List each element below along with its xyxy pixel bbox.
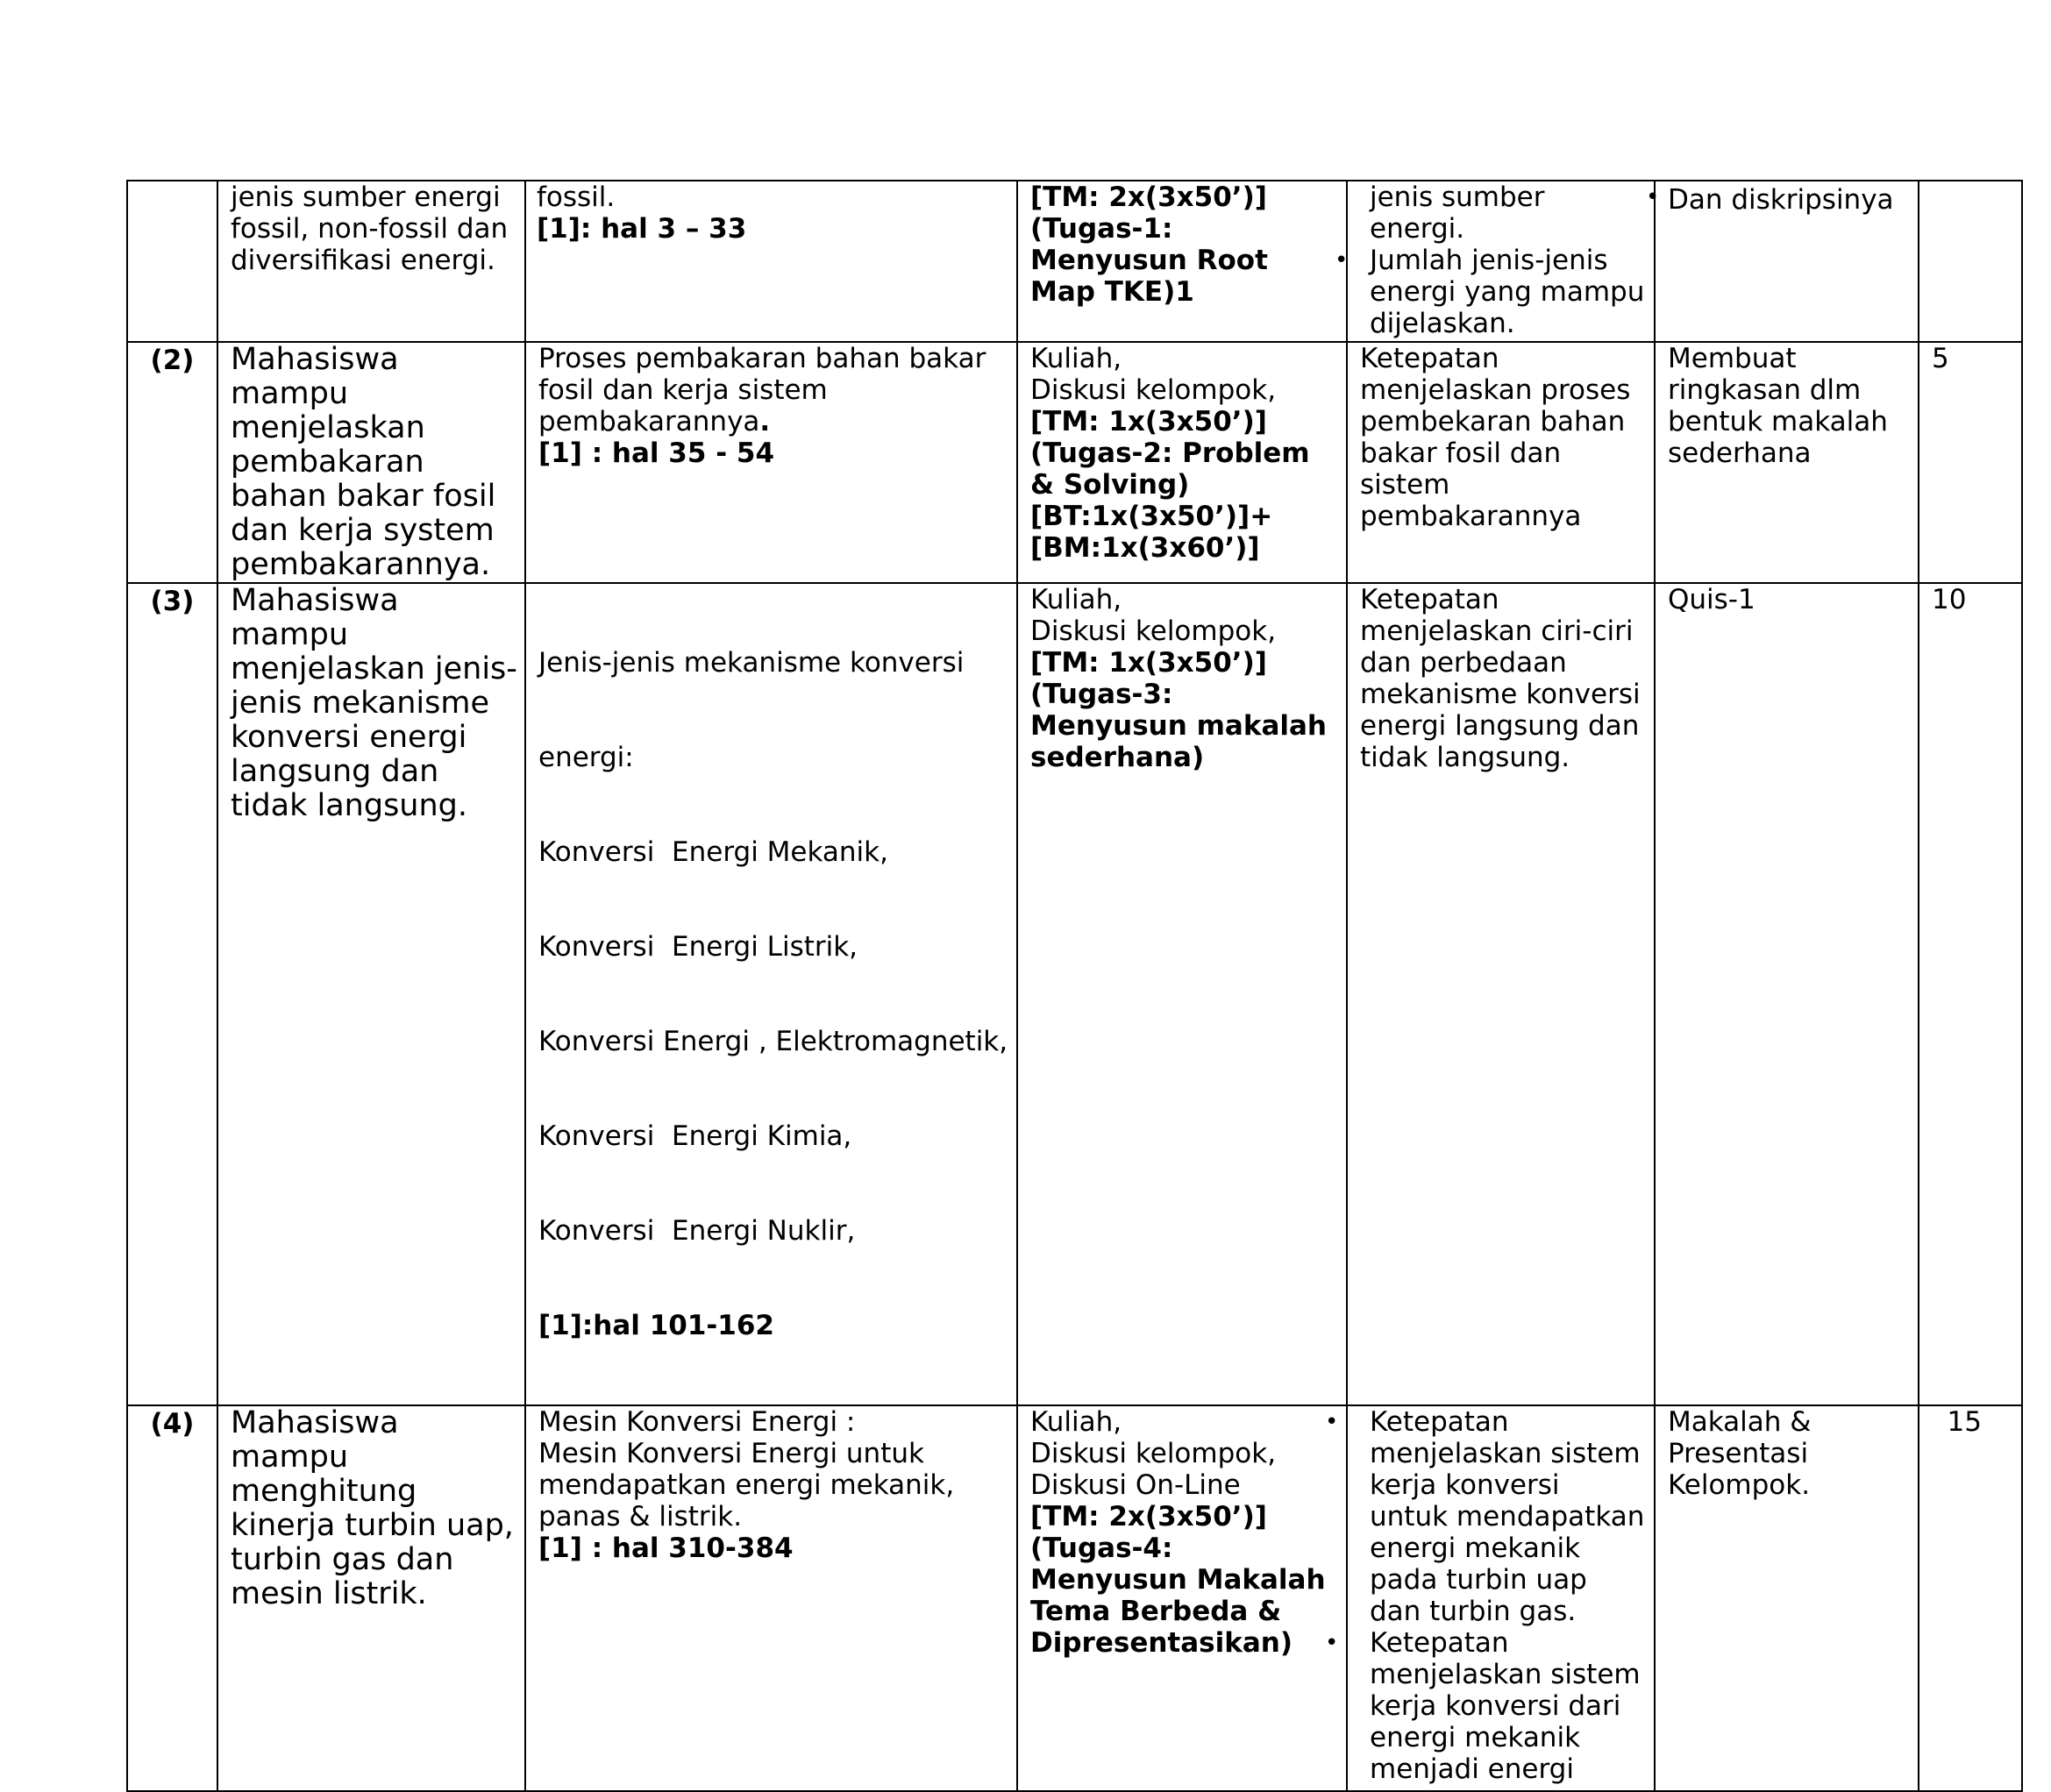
indikator-line: mekanisme konversi xyxy=(1360,679,1641,710)
kriteria-line: Makalah & xyxy=(1668,1406,1812,1438)
indikator-cell xyxy=(1325,1405,1655,1791)
kemampuan-line: fossil, non-fossil dan xyxy=(231,213,509,245)
bobot-cell xyxy=(1919,342,2022,583)
materi-cell xyxy=(525,583,1017,1405)
materi-cell xyxy=(525,181,1017,342)
indikator-line: dijelaskan. xyxy=(1370,308,1515,339)
materi-line: Jenis-jenis mekanisme konversi xyxy=(538,647,965,679)
indikator-line: kerja konversi dari xyxy=(1370,1690,1621,1722)
kemampuan-line: mampu xyxy=(231,1440,349,1475)
materi-line: fosil dan kerja sistem xyxy=(538,374,828,406)
indikator-line: energi yang mampu xyxy=(1370,276,1645,308)
bobot-cell xyxy=(1919,181,2022,342)
kriteria-line: Presentasi xyxy=(1668,1438,1809,1469)
bullet-icon: • xyxy=(1325,1630,1339,1656)
indikator-line: Ketepatan xyxy=(1360,584,1499,615)
indikator-line: energi mekanik xyxy=(1370,1722,1581,1753)
indikator-cell xyxy=(1335,181,1655,342)
kemampuan-line: konversi energi xyxy=(231,720,467,755)
bobot-value: 10 xyxy=(1932,584,1967,615)
metode-line: & Solving) xyxy=(1030,469,1190,501)
metode-line: Kuliah, xyxy=(1030,584,1122,615)
kemampuan-line: kinerja turbin uap, xyxy=(231,1508,514,1543)
indikator-line: Jumlah jenis-jenis xyxy=(1370,245,1608,276)
table-row xyxy=(127,342,2022,583)
metode-line: [BT:1x(3x50’)]+ xyxy=(1030,501,1273,532)
metode-line: Map TKE)1 xyxy=(1030,276,1194,308)
kemampuan-cell xyxy=(217,583,525,1405)
materi-line: Mesin Konversi Energi untuk xyxy=(538,1438,924,1469)
kriteria-cell xyxy=(1655,342,1919,583)
indikator-line: Ketepatan xyxy=(1370,1406,1509,1438)
indikator-line: pembakarannya xyxy=(1360,501,1582,532)
metode-line: (Tugas-3: xyxy=(1030,679,1173,710)
indikator-line: jenis sumber xyxy=(1370,181,1545,213)
row-number-cell xyxy=(127,1405,217,1791)
kriteria-cell xyxy=(1655,1405,1919,1791)
kemampuan-line: Mahasiswa xyxy=(231,583,399,618)
row-number: (3) xyxy=(150,586,195,617)
materi-line: mendapatkan energi mekanik, xyxy=(538,1469,955,1501)
metode-line: [TM: 1x(3x50’)] xyxy=(1030,647,1267,679)
kemampuan-line: mesin listrik. xyxy=(231,1576,427,1611)
bobot-value: 5 xyxy=(1932,343,1949,374)
metode-line: Tema Berbeda & xyxy=(1030,1596,1282,1627)
indikator-line: pembekaran bahan xyxy=(1360,406,1626,437)
kemampuan-line: pembakaran xyxy=(231,444,424,480)
kriteria-line: ringkasan dlm xyxy=(1668,374,1862,406)
indikator-line: energi langsung dan xyxy=(1360,710,1640,742)
metode-line: [TM: 1x(3x50’)] xyxy=(1030,406,1267,437)
kriteria-line: Quis-1 xyxy=(1668,584,1755,615)
indikator-line: untuk mendapatkan xyxy=(1370,1501,1645,1532)
materi-cell xyxy=(525,1405,1017,1791)
materi-line: Mesin Konversi Energi : xyxy=(538,1406,856,1438)
metode-line: [TM: 2x(3x50’)] xyxy=(1030,181,1267,213)
metode-line: [BM:1x(3x60’)] xyxy=(1030,532,1260,564)
kemampuan-line: menjelaskan xyxy=(231,410,425,445)
kemampuan-line: mampu xyxy=(231,617,349,652)
materi-line-tail: . xyxy=(759,406,771,437)
metode-line: (Tugas-4: xyxy=(1030,1532,1173,1564)
indikator-line: menjadi energi xyxy=(1370,1753,1574,1785)
bullet-icon: • xyxy=(1335,247,1349,274)
kemampuan-line: mampu xyxy=(231,376,349,411)
materi-line: Konversi Energi Kimia, xyxy=(538,1120,852,1152)
metode-cell xyxy=(1017,181,1347,342)
bobot-cell xyxy=(1919,1405,2022,1791)
metode-line: Diskusi On-Line xyxy=(1030,1469,1241,1501)
indikator-line: energi. xyxy=(1370,213,1465,245)
kriteria-line: Dan diskripsinya xyxy=(1668,184,1894,216)
table-row xyxy=(127,1405,2022,1791)
kemampuan-line: Mahasiswa xyxy=(231,1405,399,1440)
metode-line: Menyusun makalah xyxy=(1030,710,1327,742)
metode-line: [TM: 2x(3x50’)] xyxy=(1030,1501,1267,1532)
table-row xyxy=(127,181,2022,342)
materi-line: panas & listrik. xyxy=(538,1501,743,1532)
kemampuan-line: menghitung xyxy=(231,1474,417,1509)
materi-reference: [1] : hal 35 - 54 xyxy=(538,437,775,469)
indikator-cell xyxy=(1347,342,1655,583)
table-row xyxy=(127,583,2022,1405)
indikator-line: dan turbin gas. xyxy=(1370,1596,1577,1627)
materi-line: Konversi Energi , Elektromagnetik, xyxy=(538,1026,1008,1057)
metode-line: Diskusi kelompok, xyxy=(1030,1438,1277,1469)
kemampuan-line: diversifikasi energi. xyxy=(231,245,495,276)
materi-line: energi: xyxy=(538,742,634,773)
indikator-line: energi mekanik xyxy=(1370,1532,1581,1564)
kemampuan-line: dan kerja system xyxy=(231,513,495,548)
metode-line: Kuliah, xyxy=(1030,343,1122,374)
metode-line: (Tugas-1: xyxy=(1030,213,1173,245)
materi-line: pembakarannya xyxy=(538,406,760,437)
kemampuan-line: langsung dan xyxy=(231,754,439,789)
kemampuan-line: Mahasiswa xyxy=(231,342,399,377)
kemampuan-cell xyxy=(217,181,525,342)
indikator-line: Ketepatan xyxy=(1370,1627,1509,1659)
kemampuan-line: bahan bakar fosil xyxy=(231,479,496,514)
materi-reference: [1]: hal 3 – 33 xyxy=(537,213,747,245)
indikator-line: pada turbin uap xyxy=(1370,1564,1587,1596)
metode-line: Diskusi kelompok, xyxy=(1030,374,1277,406)
kriteria-line: Membuat xyxy=(1668,343,1797,374)
metode-line: Menyusun Root xyxy=(1030,245,1268,276)
row-number-cell xyxy=(127,583,217,1405)
indikator-line: menjelaskan ciri-ciri xyxy=(1360,615,1634,647)
bullet-icon: • xyxy=(1325,1409,1339,1435)
materi-line: Konversi Energi Nuklir, xyxy=(538,1215,856,1247)
indikator-line: Ketepatan xyxy=(1360,343,1499,374)
row-number: (2) xyxy=(150,345,195,376)
indikator-line: kerja konversi xyxy=(1370,1469,1560,1501)
kemampuan-line: tidak langsung. xyxy=(231,788,468,823)
row-number: (4) xyxy=(150,1408,195,1440)
metode-cell xyxy=(1017,342,1347,583)
metode-line: Menyusun Makalah xyxy=(1030,1564,1326,1596)
kemampuan-cell xyxy=(217,342,525,583)
metode-line: Diskusi kelompok, xyxy=(1030,615,1277,647)
indikator-line: menjelaskan sistem xyxy=(1370,1659,1641,1690)
metode-cell xyxy=(1017,583,1347,1405)
materi-line: Proses pembakaran bahan bakar xyxy=(538,343,986,374)
materi-cell xyxy=(525,342,1017,583)
materi-reference: [1] : hal 310-384 xyxy=(538,1532,794,1564)
kemampuan-line: jenis mekanisme xyxy=(231,686,490,721)
kriteria-line: sederhana xyxy=(1668,437,1812,469)
indikator-line: tidak langsung. xyxy=(1360,742,1570,773)
materi-line: Konversi Energi Listrik, xyxy=(538,931,858,963)
indikator-line: sistem xyxy=(1360,469,1450,501)
metode-cell xyxy=(1017,1405,1347,1791)
kemampuan-line: pembakarannya. xyxy=(231,547,491,582)
materi-line: Konversi Energi Mekanik, xyxy=(538,836,888,868)
kemampuan-line: jenis sumber energi xyxy=(231,181,501,213)
indikator-line: bakar fosil dan xyxy=(1360,437,1562,469)
kemampuan-line: menjelaskan jenis- xyxy=(231,651,517,686)
materi-line: fossil. xyxy=(537,181,616,213)
kriteria-line: Kelompok. xyxy=(1668,1469,1811,1501)
kriteria-line: bentuk makalah xyxy=(1668,406,1888,437)
indikator-cell xyxy=(1347,583,1655,1405)
bullet-icon: • xyxy=(1646,184,1660,210)
row-number-cell xyxy=(127,181,217,342)
materi-reference: [1]:hal 101-162 xyxy=(538,1310,774,1341)
kriteria-cell xyxy=(1646,181,1919,342)
metode-line: sederhana) xyxy=(1030,742,1205,773)
kemampuan-line: turbin gas dan xyxy=(231,1542,454,1577)
indikator-line: menjelaskan sistem xyxy=(1370,1438,1641,1469)
indikator-line: dan perbedaan xyxy=(1360,647,1567,679)
indikator-line: menjelaskan proses xyxy=(1360,374,1631,406)
metode-line: Kuliah, xyxy=(1030,1406,1122,1438)
kriteria-cell xyxy=(1655,583,1919,1405)
row-number-cell xyxy=(127,342,217,583)
kemampuan-cell xyxy=(217,1405,525,1791)
bobot-value: 15 xyxy=(1947,1406,1982,1438)
rps-table xyxy=(126,180,2023,1792)
metode-line: (Tugas-2: Problem xyxy=(1030,437,1310,469)
bobot-cell xyxy=(1919,583,2022,1405)
metode-line: Dipresentasikan) xyxy=(1030,1627,1293,1659)
